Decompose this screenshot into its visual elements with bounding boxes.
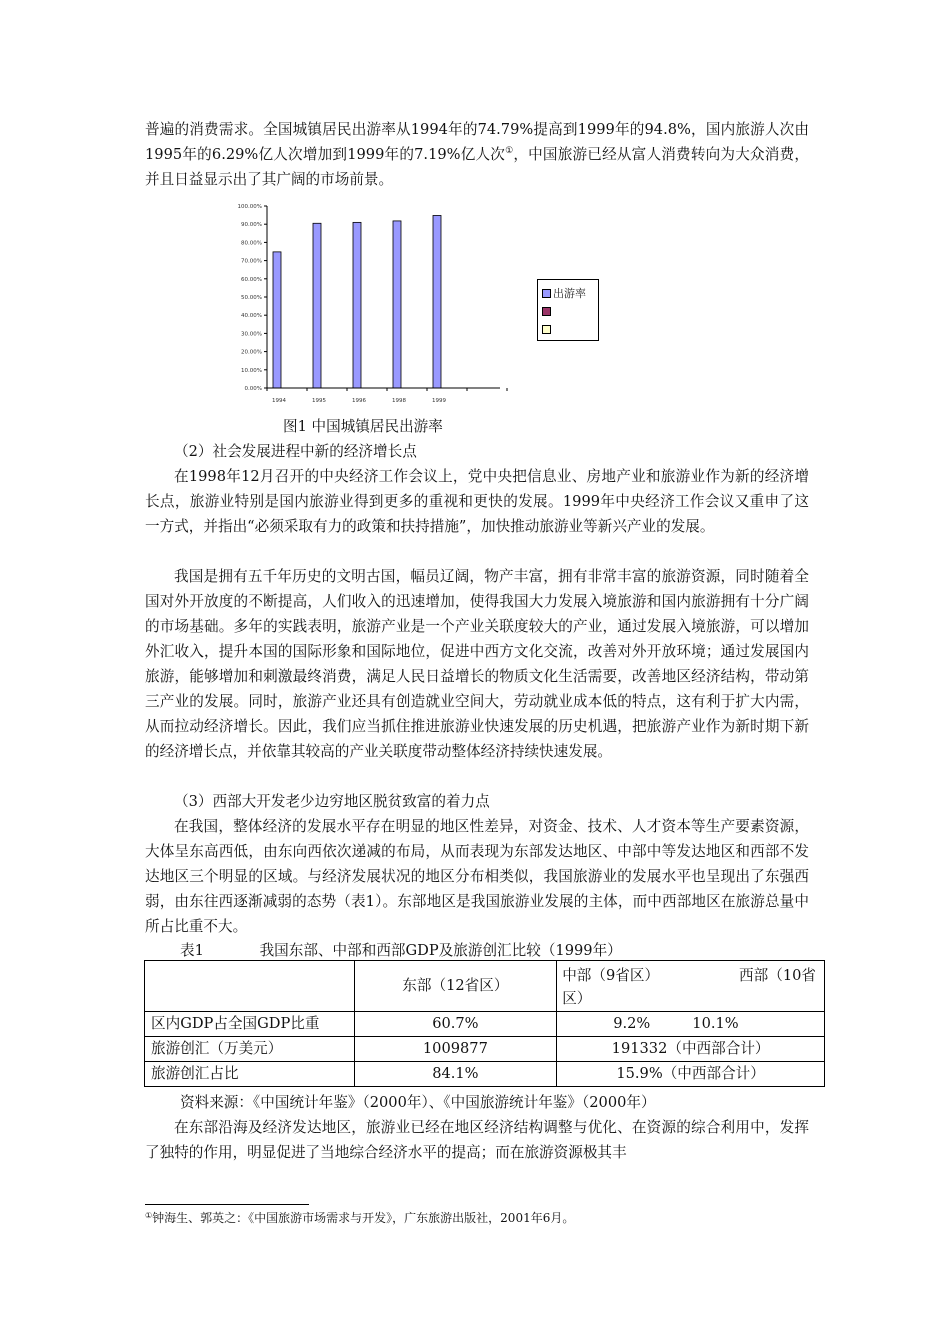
legend-item-rate [542,286,586,300]
x-axis-ticks [267,388,507,404]
cell-combined: 191332（中西部合计） [557,1037,825,1062]
bar-1994 [273,252,281,388]
paragraph-3: 我国是拥有五千年历史的文明古国，幅员辽阔，物产丰富，拥有非常丰富的旅游资源，同时随着全国对外开放度的不断提高，人们收入的迅速增加，使得我国大力发展入境旅游和国内旅游拥有十分广阔的市场基础。多年的实践表明，旅游产业是一个产业关联度较大的产业，通过发展入境旅游，可以增加外汇收入，提升本国的国际形象和国际地位，促进中西方文化交流，改善对外开放环境；通过发展国内旅游，能够增加和刺激最终消费，满足人民日益增长的物质文化生活需要，改善地区经济结构，带动第三产业的发展。同时，旅游产业还具有创造就业空间大，劳动就业成本低的特点，这有利于扩大内需，从而拉动经济增长。因此，我们应当抓住推进旅游业快速发展的历史机遇，把旅游产业作为新时期下新的经济增长点，并依靠其较高的产业关联度带动整体经济持续快速发展。 [145,568,809,760]
footnote-text: 钟海生、郭英之：《中国旅游市场需求与开发》，广东旅游出版社，2001年6月。 [152,1211,575,1225]
legend-label: 出游率 [553,287,586,300]
cell-east: 84.1% [354,1062,557,1087]
bar-1995 [313,223,321,388]
section-heading-2: （2）社会发展进程中新的经济增长点 [174,443,417,460]
table-row [145,1037,825,1062]
header-west: 西部（10省 [739,967,816,984]
y-tick-label: 50.00% [241,295,262,301]
x-tick-label: 1994 [272,398,286,404]
y-tick-label: 30.00% [241,331,262,338]
region-comparison-table [144,960,825,1087]
table-row [145,1062,825,1087]
row-label: 旅游创汇（万美元） [145,1037,355,1062]
bar-1999 [433,215,441,388]
y-tick-label: 90.00% [241,222,262,229]
table-label: 表1 [180,942,204,959]
y-tick-label: 70.00% [241,258,262,265]
row-label: 旅游创汇占比 [145,1062,355,1087]
paragraph-2: 在1998年12月召开的中央经济工作会议上，党中央把信息业、房地产业和旅游业作为新的经济增长点，旅游业特别是国内旅游业得到更多的重视和更快的发展。1999年中央经济工作会议又重申了这一方式，并指出“必须采取有力的政策和扶持措施”，加快推动旅游业等新兴产业的发展。 [145,468,809,535]
footnote [145,1208,574,1228]
legend-item-2 [542,304,553,318]
footnote-divider [145,1204,309,1205]
row-label: 区内GDP占全国GDP比重 [145,1012,355,1037]
header-middle: 中部（9省区） [562,967,660,984]
header-empty-cell [145,961,355,1012]
y-tick-label: 60.00% [241,276,262,283]
table-header-row [145,961,825,1012]
x-tick-label: 1995 [312,398,326,404]
header-east: 东部（12省区） [354,961,557,1012]
table-source: 资料来源：《中国统计年鉴》（2000年）、《中国旅游统计年鉴》（2000年） [180,1094,656,1111]
chart-legend [537,279,599,341]
paragraph-4: 在我国，整体经济的发展水平存在明显的地区性差异，对资金、技术、人才资本等生产要素资源，大体呈东高西低，由东向西依次递减的布局，从而表现为东部发达地区、中部中等发达地区和西部不发达地区三个明显的区域。与经济发展状况的地区分布相类似，我国旅游业的发展水平也呈现出了东强西弱，由东往西逐渐减弱的态势（表1）。东部地区是我国旅游业发展的主体，而中西部地区在旅游总量中所占比重不大。 [145,818,809,935]
x-tick-label: 1999 [432,398,446,404]
legend-swatch [542,325,551,334]
cell-middle-west [557,1012,825,1037]
cell-east: 1009877 [354,1037,557,1062]
intro-paragraph [145,117,809,192]
intro-text-cont: ，中国旅游已经从富人消费转向为大众消费，并且日益显示出了其广阔的市场前景。 [145,146,809,188]
bar-series [273,215,441,388]
cell-middle: 9.2% [613,1015,651,1032]
y-tick-label: 10.00% [241,367,262,374]
bar-1998 [393,221,401,388]
x-tick-label: 1996 [352,398,366,404]
legend-swatch [542,307,551,316]
legend-swatch [542,289,551,298]
section-heading-3: （3）西部大开发老少边穷地区脱贫致富的着力点 [174,793,490,810]
table-caption: 我国东部、中部和西部GDP及旅游创汇比较（1999年） [259,942,622,959]
y-tick-label: 100.00% [237,204,262,210]
bar-1996 [353,222,361,388]
cell-west: 10.1% [692,1015,739,1032]
chart-caption: 图1 中国城镇居民出游率 [283,418,443,435]
y-tick-label: 20.00% [241,349,262,356]
y-axis-ticks [238,204,267,392]
paragraph-5: 在东部沿海及经济发达地区，旅游业已经在地区经济结构调整与优化、在资源的综合利用中，发挥了独特的作用，明显促进了当地综合经济水平的提高；而在旅游资源极其丰 [145,1119,809,1161]
legend-item-3 [542,322,553,336]
header-middle-west [557,961,825,1012]
y-tick-label: 0.00% [244,386,262,392]
footnote-mark: ① [145,1211,153,1220]
tourism-rate-bar-chart [225,198,510,413]
y-tick-label: 40.00% [241,313,262,320]
cell-east: 60.7% [354,1012,557,1037]
table-row [145,1012,825,1037]
footnote-ref[interactable]: ① [505,146,514,156]
intro-text: 普遍的消费需求。全国城镇居民出游率从1994年的74.79%提高到1999年的94.8%，国内旅游人次由1995年的6.29%亿人次增加到1999年的7.19%亿人次 [145,121,809,163]
x-tick-label: 1998 [392,398,406,404]
cell-combined: 15.9%（中西部合计） [557,1062,825,1087]
y-tick-label: 80.00% [241,240,262,247]
header-west-cont: 区） [562,990,592,1007]
